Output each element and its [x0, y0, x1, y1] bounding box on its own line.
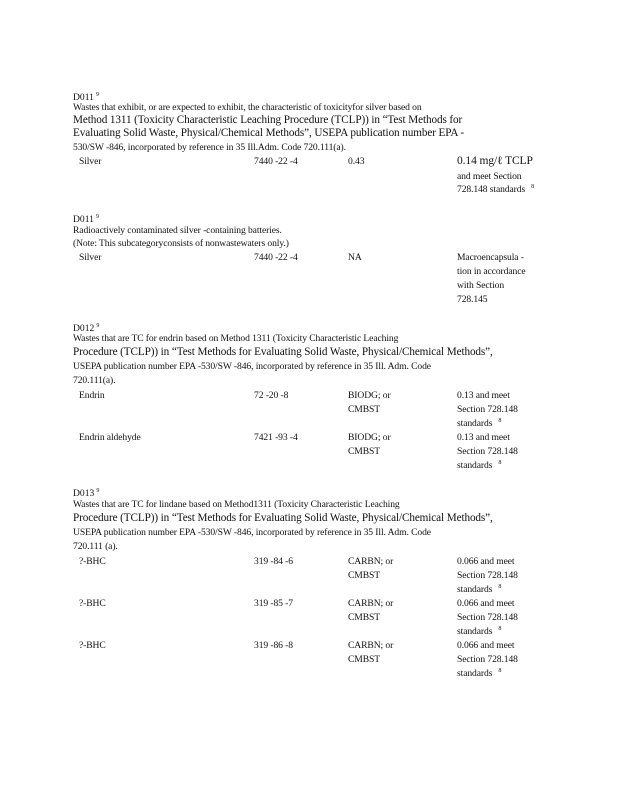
waste-code: D011 $^9$	[73, 92, 99, 103]
treatment-standard: Section 728.148	[457, 446, 518, 457]
footnote-marker: 8	[531, 184, 535, 190]
treatment-standard: 0.13 and meet	[457, 390, 510, 401]
waste-code: D012 $^9$	[73, 323, 100, 334]
constituent-name: Silver	[79, 252, 102, 263]
treatment-standard: 728.145	[457, 294, 488, 305]
cas-number: 319 -86 -8	[254, 640, 293, 651]
nonwastewater-standard: CMBST	[348, 446, 381, 457]
description-line: Wastes that are TC for endrin based on Method 1311 (Toxicity Characteristic Leaching	[73, 333, 399, 344]
constituent-name: ?-BHC	[79, 640, 106, 651]
treatment-standard: tion in accordance	[457, 266, 526, 277]
treatment-standard: 0.066 and meet	[457, 598, 515, 609]
treatment-standard: and meet Section	[457, 171, 522, 182]
description-line: 720.111 (a).	[73, 541, 118, 552]
description-line: 530/SW -846, incorporated by reference in 35 Ill.Adm. Code 720.111(a).	[73, 142, 346, 153]
description-line: Radioactively contaminated silver -containing batteries.	[73, 225, 282, 236]
constituent-name: ?-BHC	[79, 598, 106, 609]
cas-number: 7421 -93 -4	[254, 432, 298, 443]
treatment-standard: standards $^8$	[457, 418, 502, 429]
waste-code: D013 $^9$	[73, 488, 100, 499]
treatment-standard: 0.14 mg/ℓ TCLP	[457, 155, 533, 167]
footnote-marker: 8	[498, 584, 502, 590]
description-line: Method 1311 (Toxicity Characteristic Leaching Procedure (TCLP)) in “Test Methods for	[73, 114, 463, 126]
treatment-standard: Section 728.148	[457, 654, 518, 665]
description-line: Procedure (TCLP)) in “Test Methods for Evaluating Solid Waste, Physical/Chemical Methods”,	[73, 346, 493, 358]
description-line: Wastes that are TC for lindane based on Method1311 (Toxicity Characteristic Leaching	[73, 499, 400, 510]
nonwastewater-standard: BIODG; or	[348, 390, 391, 401]
treatment-standard: with Section	[457, 280, 505, 291]
footnote-marker: 8	[498, 668, 502, 674]
treatment-standard: 0.066 and meet	[457, 640, 515, 651]
cas-number: 7440 -22 -4	[254, 156, 298, 167]
description-line: USEPA publication number EPA -530/SW -846, incorporated by reference in 35 Ill. Adm. Code	[73, 527, 431, 538]
nonwastewater-standard: 0.43	[348, 156, 365, 167]
nonwastewater-standard: CMBST	[348, 612, 381, 623]
constituent-name: Silver	[79, 156, 102, 167]
cas-number: 319 -85 -7	[254, 598, 293, 609]
treatment-standard: standards $^8$	[457, 584, 502, 595]
description-line: (Note: This subcategoryconsists of nonwastewaters only.)	[73, 238, 289, 249]
nonwastewater-standard: CARBN; or	[348, 556, 394, 567]
treatment-standard: standards $^8$	[457, 668, 502, 679]
treatment-standard: standards $^8$	[457, 460, 502, 471]
treatment-standard: Section 728.148	[457, 404, 518, 415]
cas-number: 72 -20 -8	[254, 390, 289, 401]
nonwastewater-standard: CMBST	[348, 404, 381, 415]
description-line: Evaluating Solid Waste, Physical/Chemical Methods”, USEPA publication number EPA -	[73, 127, 465, 139]
treatment-standard: 0.13 and meet	[457, 432, 510, 443]
cas-number: 319 -84 -6	[254, 556, 293, 567]
description-line: 720.111(a).	[73, 375, 116, 386]
nonwastewater-standard: NA	[348, 252, 362, 263]
cas-number: 7440 -22 -4	[254, 252, 298, 263]
treatment-standard: Macroencapsula -	[457, 252, 524, 263]
treatment-standard: Section 728.148	[457, 612, 518, 623]
constituent-name: Endrin	[79, 390, 105, 401]
footnote-marker: 8	[498, 626, 502, 632]
nonwastewater-standard: CARBN; or	[348, 598, 394, 609]
nonwastewater-standard: BIODG; or	[348, 432, 391, 443]
treatment-standard: Section 728.148	[457, 570, 518, 581]
nonwastewater-standard: CMBST	[348, 570, 381, 581]
waste-code: D011 $^9$	[73, 214, 99, 225]
treatment-standard: standards $^8$	[457, 626, 502, 637]
footnote-marker: 8	[498, 460, 502, 466]
nonwastewater-standard: CARBN; or	[348, 640, 394, 651]
treatment-standard: 728.148 standards $^8$	[457, 184, 535, 195]
constituent-name: ?-BHC	[79, 556, 106, 567]
footnote-marker: 8	[498, 418, 502, 424]
description-line: USEPA publication number EPA -530/SW -846, incorporated by reference in 35 Ill. Adm. Code	[73, 361, 431, 372]
constituent-name: Endrin aldehyde	[79, 432, 141, 443]
description-line: Wastes that exhibit, or are expected to exhibit, the characteristic of toxicityfor silver based on	[73, 102, 422, 113]
nonwastewater-standard: CMBST	[348, 654, 381, 665]
description-line: Procedure (TCLP)) in “Test Methods for Evaluating Solid Waste, Physical/Chemical Methods”,	[73, 512, 493, 524]
treatment-standard: 0.066 and meet	[457, 556, 515, 567]
